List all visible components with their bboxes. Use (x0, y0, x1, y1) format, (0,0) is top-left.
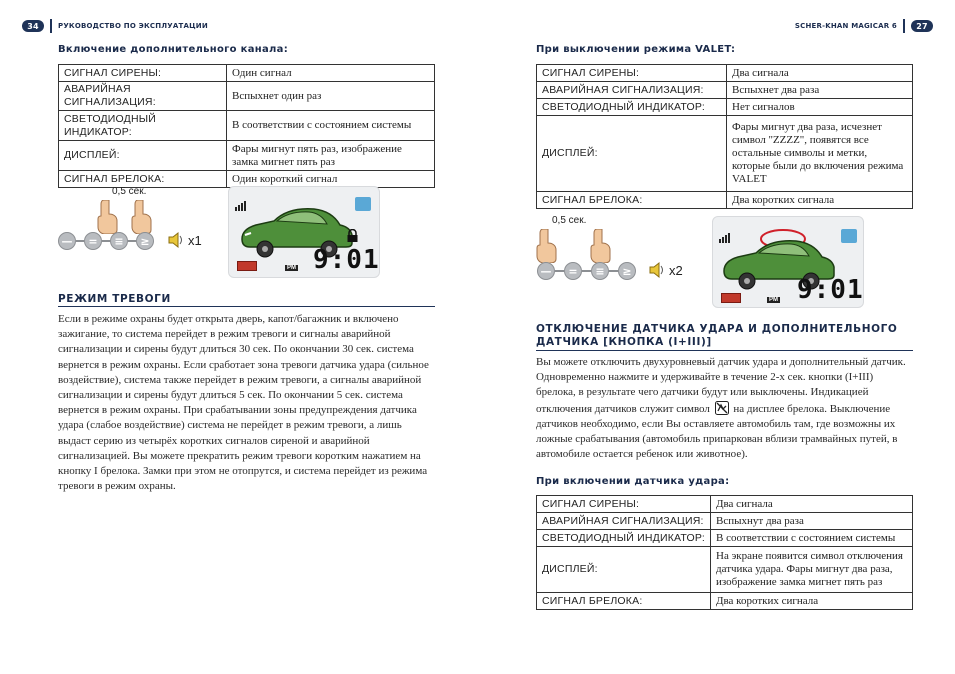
battery-icon (237, 261, 257, 271)
shock-sensor-off-heading-line2: ДАТЧИКА [КНОПКА (I+III)] (536, 336, 712, 348)
sensor-off-icon (715, 401, 729, 415)
row-label: СИГНАЛ СИРЕНЫ: (59, 65, 227, 82)
valet-off-table (536, 64, 913, 209)
row-label: АВАРИЙНАЯ СИГНАЛИЗАЦИЯ: (537, 513, 711, 530)
beep-count: x2 (669, 262, 683, 278)
keyfob-button-3: ≡ (591, 262, 609, 280)
battery-icon (721, 293, 741, 303)
keyfob-lcd-display (228, 186, 380, 278)
lcd-clock: 9:01 (313, 245, 380, 275)
row-label: ДИСПЛЕЙ: (537, 547, 711, 593)
table-row (537, 82, 913, 99)
row-value: В соответствии с состоянием системы (227, 111, 435, 141)
table-row (537, 513, 913, 530)
row-value: Нет сигналов (727, 99, 913, 116)
row-label: СВЕТОДИОДНЫЙ ИНДИКАТОР: (59, 111, 227, 141)
table-row (59, 82, 435, 111)
left-page-number: 34 (22, 20, 44, 32)
row-label: ДИСПЛЕЙ: (537, 116, 727, 192)
row-value: Вспыхнет два раза (727, 82, 913, 99)
lcd-clock: 9:01 (797, 275, 864, 305)
finger-press-icon (131, 200, 153, 234)
finger-press-icon (97, 200, 119, 234)
row-value: Один сигнал (227, 65, 435, 82)
keyfob-button-3: ≡ (110, 232, 128, 250)
table-row (59, 111, 435, 141)
table-row (537, 65, 913, 82)
row-label: АВАРИЙНАЯ СИГНАЛИЗАЦИЯ: (59, 82, 227, 111)
row-value: Вспыхнет один раз (227, 82, 435, 111)
keyfob-buttons (58, 232, 154, 250)
valet-off-heading: При выключении режима VALET: (536, 44, 736, 55)
keyfob-buttons (537, 262, 636, 280)
row-value: Два сигнала (727, 65, 913, 82)
table-row (59, 141, 435, 171)
shock-sensor-off-heading (536, 323, 913, 351)
beep-indicator (167, 231, 202, 249)
row-label: СВЕТОДИОДНЫЙ ИНДИКАТОР: (537, 99, 727, 116)
row-label: ДИСПЛЕЙ: (59, 141, 227, 171)
pm-indicator: PM (287, 265, 296, 271)
right-page-header (795, 19, 933, 33)
keyfob-button-1: — (537, 262, 555, 280)
beep-indicator (648, 261, 683, 279)
row-value: Фары мигнут два раза, исчезнет символ "ZZZZ", появятся все остальные символы и метки, которые были до включения режима VALET (727, 116, 913, 192)
press-timing-label: 0,5 сек. (112, 186, 147, 197)
alarm-mode-heading: РЕЖИМ ТРЕВОГИ (58, 293, 435, 307)
table-row (537, 116, 913, 192)
row-value: Один короткий сигнал (227, 171, 435, 188)
press-timing-label: 0,5 сек. (552, 215, 587, 226)
shock-sensor-on-table (536, 495, 913, 610)
finger-press-icon (536, 229, 558, 263)
shock-off-text-b: на дисплее брелока. Выключение датчиков необходимо, если Вы оставляете автомобиль там, где возможны их ложные срабатывания (автомобиль припаркован вблизи трамвайных путей, в автомобиле остается ребенок или животное). (536, 402, 898, 461)
table-row (537, 192, 913, 209)
speaker-icon (648, 261, 666, 279)
aux-channel-table (58, 64, 435, 188)
row-label: СИГНАЛ БРЕЛОКА: (537, 593, 711, 610)
speaker-icon (167, 231, 185, 249)
keyfob-lcd-display (712, 216, 864, 308)
beep-count: x1 (188, 232, 202, 248)
shock-sensor-off-text (536, 355, 914, 462)
aux-channel-heading: Включение дополнительного канала: (58, 44, 288, 55)
keyfob-button-4: ≥ (618, 262, 636, 280)
row-label: СВЕТОДИОДНЫЙ ИНДИКАТОР: (537, 530, 711, 547)
pm-indicator: PM (769, 297, 778, 303)
table-row (59, 65, 435, 82)
row-value: В соответствии с состоянием системы (711, 530, 913, 547)
shock-sensor-off-heading-line1: ОТКЛЮЧЕНИЕ ДАТЧИКА УДАРА И ДОПОЛНИТЕЛЬНОГО (536, 323, 898, 335)
right-page-number: 27 (911, 20, 933, 32)
keyfob-button-4: ≥ (136, 232, 154, 250)
keyfob-button-2: = (564, 262, 582, 280)
alarm-mode-text: Если в режиме охраны будет открыта дверь, капот/багажник и включено зажигание, то система перейдет в режим тревоги и сигналы аварийной сигнализации и сирены будут длиться 30 сек. По окончании 30 сек. система вернется в режим охраны. Если сработает зона тревоги датчика удара (сильное воздействие), система также перейдет в режим тревоги, а сигналы аварийной сигнализации и сирены будут длиться 5 сек. По окончании 5 сек. система вернется в режим охраны. При срабатывании зоны предупреждения датчика удара (слабое воздействие) система не перейдет в режим тревоги, а лишь выдаст серию из четырёх коротких сигналов сиреной и аварийной сигнализацией. Вы можете прекратить режим тревоги коротким нажатием на кнопку I брелока. Замки при этом не отопрутся, и система перейдет из режима тревоги в режим охраны. (58, 313, 429, 493)
row-value: На экране появится символ отключения датчика удара. Фары мигнут два раза, изображение замка мигнет пять раз (711, 547, 913, 593)
table-row (537, 530, 913, 547)
valet-icon (841, 229, 857, 243)
row-label: АВАРИЙНАЯ СИГНАЛИЗАЦИЯ: (537, 82, 727, 99)
row-label: СИГНАЛ БРЕЛОКА: (537, 192, 727, 209)
table-row (537, 547, 913, 593)
table-row (59, 171, 435, 188)
table-row (537, 496, 913, 513)
row-value: Вспыхнут два раза (711, 513, 913, 530)
right-header-title: SCHER-KHAN MAGICAR 6 (794, 22, 897, 30)
shock-off-text-a: Вы можете отключить двухуровневый датчик удара и дополнительный датчик. Одновременно нажмите и удерживайте в течение 2-х сек. кнопки (I+III) брелока, в результате чего датчики будут или выключены. Индикацией отключения датчиков служит символ (536, 356, 906, 415)
valet-icon (355, 197, 371, 211)
table-row (537, 593, 913, 610)
keyfob-button-1: — (58, 232, 76, 250)
header-separator (50, 19, 52, 33)
keyfob-button-2: = (84, 232, 102, 250)
header-separator (903, 19, 905, 33)
row-value: Фары мигнут пять раз, изображение замка мигнет пять раз (227, 141, 435, 171)
lock-icon (347, 229, 358, 242)
row-value: Два коротких сигнала (711, 593, 913, 610)
row-label: СИГНАЛ СИРЕНЫ: (537, 496, 711, 513)
row-value: Два коротких сигнала (727, 192, 913, 209)
left-header-title: РУКОВОДСТВО ПО ЭКСПЛУАТАЦИИ (58, 22, 208, 30)
row-value: Два сигнала (711, 496, 913, 513)
left-page-header (22, 19, 208, 33)
shock-sensor-on-heading: При включении датчика удара: (536, 476, 730, 487)
row-label: СИГНАЛ БРЕЛОКА: (59, 171, 227, 188)
finger-press-icon (590, 229, 612, 263)
table-row (537, 99, 913, 116)
row-label: СИГНАЛ СИРЕНЫ: (537, 65, 727, 82)
